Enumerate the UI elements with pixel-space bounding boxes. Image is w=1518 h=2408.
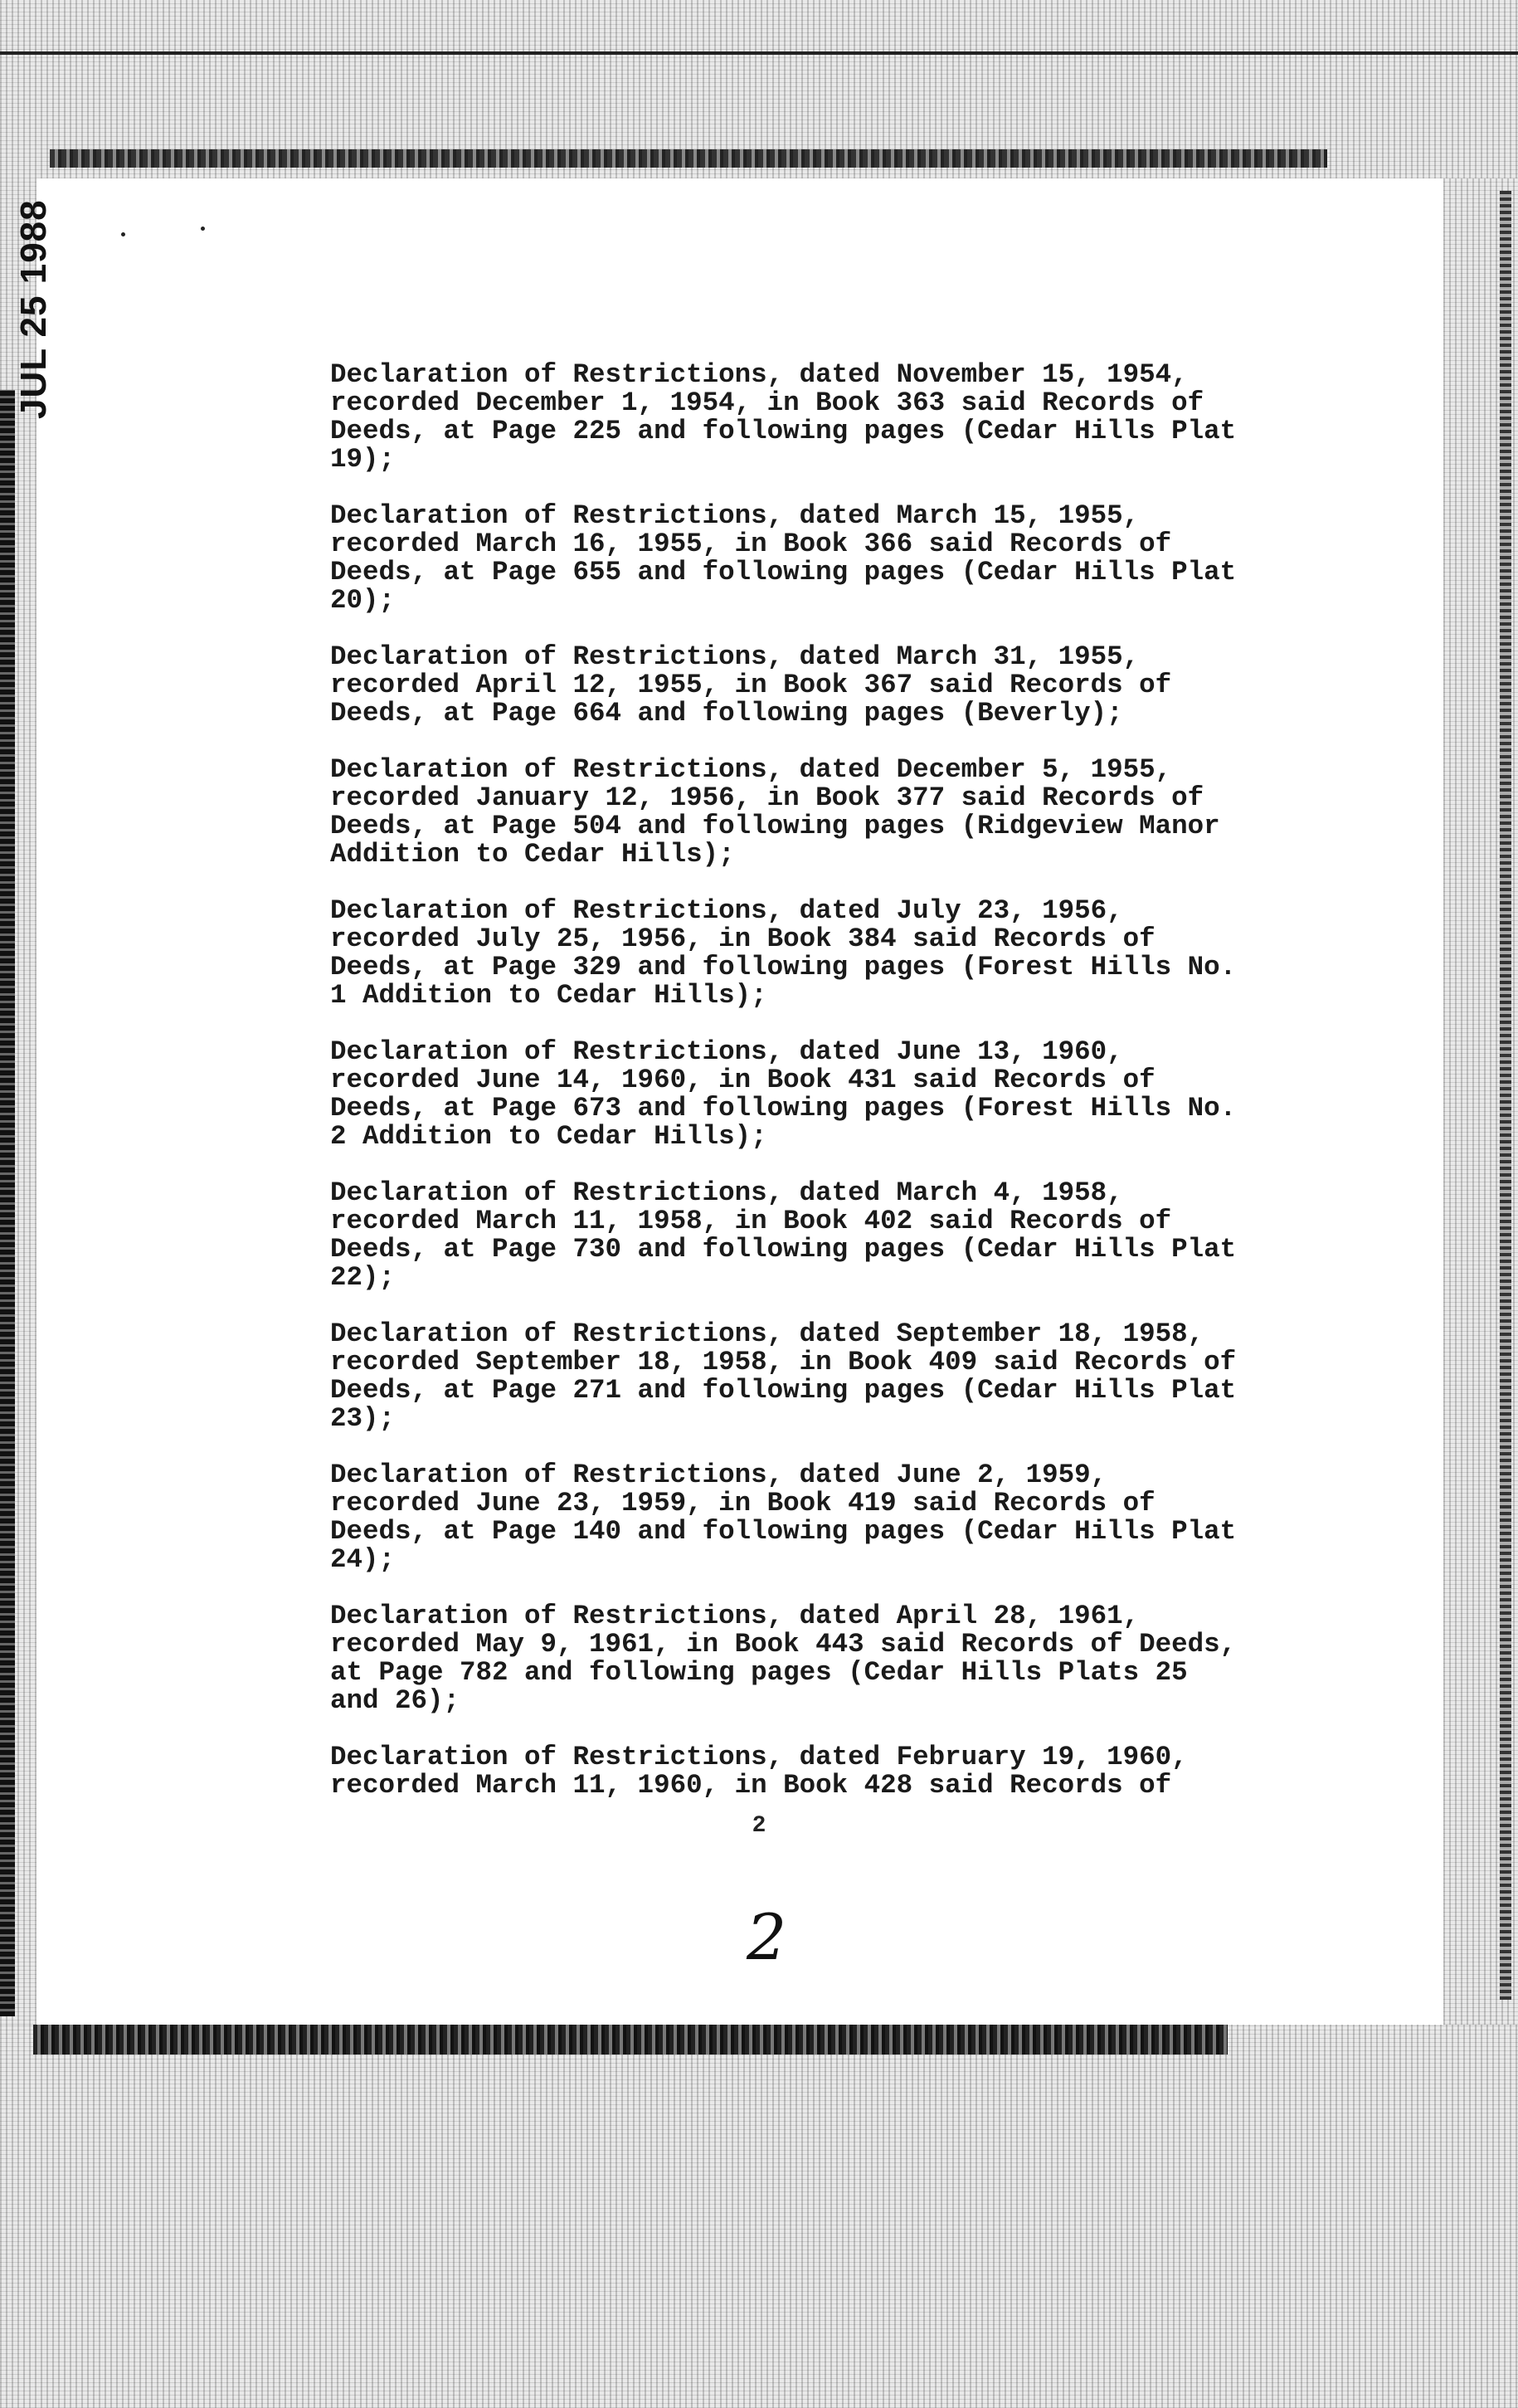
restriction-paragraph: Declaration of Restrictions, dated April 28, 1961, recorded May 9, 1961, in Book 443 said Records of Deeds, at Page 782 and following pages (Cedar Hills Plats 25 and 26); — [330, 1601, 1237, 1716]
restriction-paragraph: Declaration of Restrictions, dated March 15, 1955, recorded March 16, 1955, in Book 366 said Records of Deeds, at Page 655 and following pages (Cedar Hills Plat 20); — [330, 500, 1237, 616]
restriction-paragraph: Declaration of Restrictions, dated March 4, 1958, recorded March 11, 1958, in Book 402 said Records of Deeds, at Page 730 and following pages (Cedar Hills Plat 22); — [330, 1177, 1237, 1293]
top-rule — [0, 51, 1518, 55]
restriction-paragraph: Declaration of Restrictions, dated June 2, 1959, recorded June 23, 1959, in Book 419 said Records of Deeds, at Page 140 and following pages (Cedar Hills Plat 24); — [330, 1460, 1237, 1575]
document-body — [330, 361, 1326, 1828]
restriction-paragraph: Declaration of Restrictions, dated September 18, 1958, recorded September 18, 1958, in Book 409 said Records of Deeds, at Page 271 and following pages (Cedar Hills Plat 23); — [330, 1319, 1237, 1434]
top-scan-band — [50, 149, 1327, 168]
speck — [121, 232, 125, 236]
restriction-paragraph: Declaration of Restrictions, dated November 15, 1954, recorded December 1, 1954, in Book 363 said Records of Deeds, at Page 225 and following pages (Cedar Hills Plat 19); — [330, 359, 1237, 475]
restriction-paragraph: Declaration of Restrictions, dated February 19, 1960, recorded March 11, 1960, in Book 428 said Records of — [330, 1742, 1188, 1801]
right-scan-bar — [1500, 191, 1511, 2000]
speck — [201, 227, 205, 231]
left-scan-bar — [0, 390, 15, 2016]
scan-border-bottom — [0, 2025, 1518, 2408]
restriction-paragraph: Declaration of Restrictions, dated July 23, 1956, recorded July 25, 1956, in Book 384 said Records of Deeds, at Page 329 and following pages (Forest Hills No. 1 Addition to Cedar Hills); — [330, 895, 1237, 1011]
restriction-paragraph: Declaration of Restrictions, dated December 5, 1955, recorded January 12, 1956, in Book 377 said Records of Deeds, at Page 504 and following pages (Ridgeview Manor Addition to Cedar Hills); — [330, 754, 1220, 870]
document-page — [13, 178, 1443, 2025]
date-stamp: JUL 25 1988 — [13, 199, 54, 419]
restriction-paragraph: Declaration of Restrictions, dated March 31, 1955, recorded April 12, 1955, in Book 367 said Records of Deeds, at Page 664 and following pages (Beverly); — [330, 641, 1172, 729]
bottom-scan-band — [33, 2025, 1228, 2055]
restriction-paragraph: Declaration of Restrictions, dated June 13, 1960, recorded June 14, 1960, in Book 431 said Records of Deeds, at Page 673 and following pages (Forest Hills No. 2 Addition to Cedar Hills); — [330, 1036, 1237, 1152]
page-number: 2 — [752, 1813, 766, 1839]
handwritten-page-number: 2 — [747, 1900, 787, 1974]
